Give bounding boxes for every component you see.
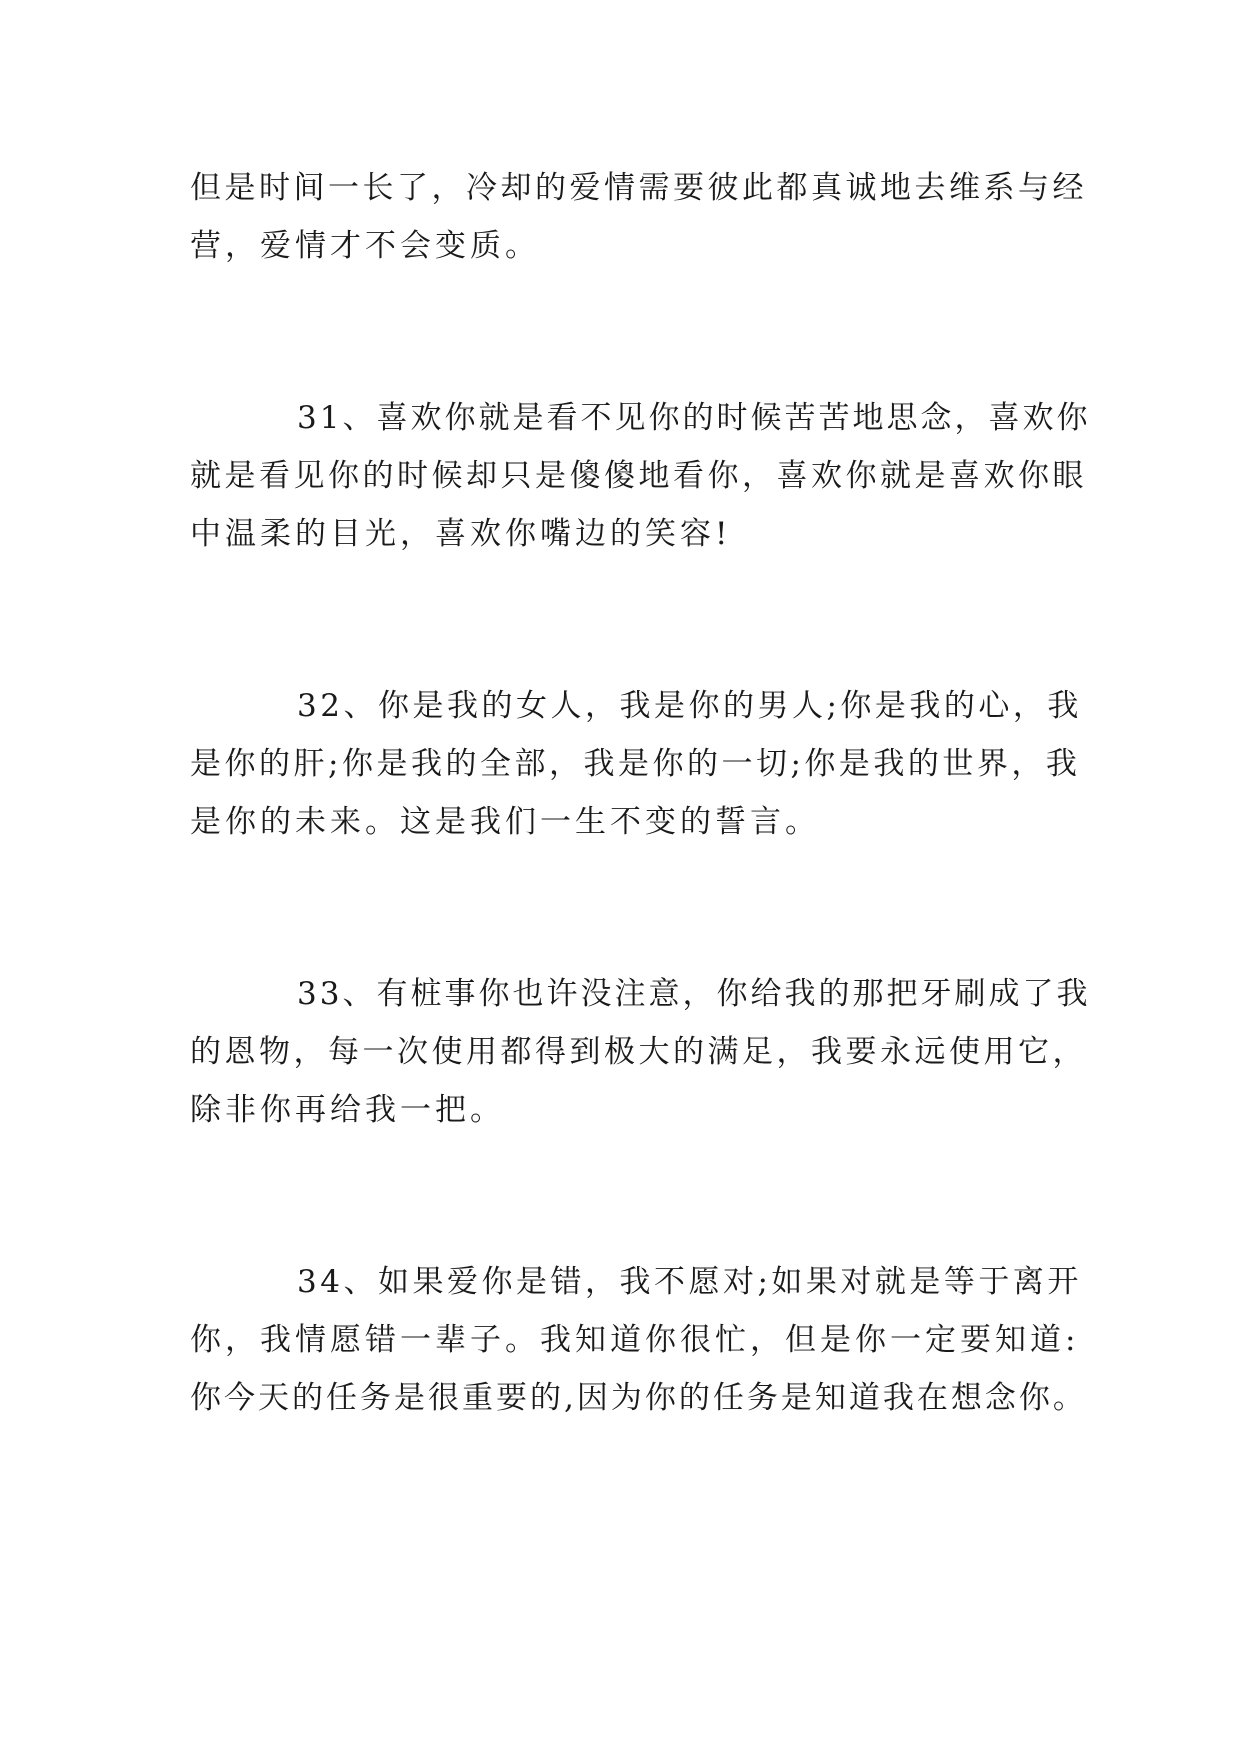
paragraph-line: 你今天的任务是很重要的,因为你的任务是知道我在想念你。 — [190, 1380, 1087, 1416]
paragraph-line: 的恩物，每一次使用都得到极大的满足，我要永远使用它， — [190, 1034, 1087, 1070]
paragraph-line: 除非你再给我一把。 — [190, 1092, 505, 1128]
paragraph-line: 是你的肝;你是我的全部，我是你的一切;你是我的世界，我 — [190, 746, 1081, 782]
paragraph-line: 营，爱情才不会变质。 — [190, 228, 540, 264]
paragraph-line: 34、如果爱你是错，我不愿对;如果对就是等于离开 — [297, 1264, 1082, 1300]
paragraph-line: 但是时间一长了，冷却的爱情需要彼此都真诚地去维系与经 — [190, 170, 1087, 206]
paragraph-line: 中温柔的目光，喜欢你嘴边的笑容! — [190, 516, 732, 552]
paragraph-line: 33、有桩事你也许没注意，你给我的那把牙刷成了我 — [297, 976, 1091, 1012]
paragraph-line: 是你的未来。这是我们一生不变的誓言。 — [190, 804, 820, 840]
paragraph-line: 32、你是我的女人，我是你的男人;你是我的心，我 — [297, 688, 1082, 724]
paragraph-line: 就是看见你的时候却只是傻傻地看你，喜欢你就是喜欢你眼 — [190, 458, 1087, 494]
paragraph-line: 31、喜欢你就是看不见你的时候苦苦地思念，喜欢你 — [297, 400, 1091, 436]
paragraph-line: 你，我情愿错一辈子。我知道你很忙，但是你一定要知道: — [190, 1322, 1080, 1358]
